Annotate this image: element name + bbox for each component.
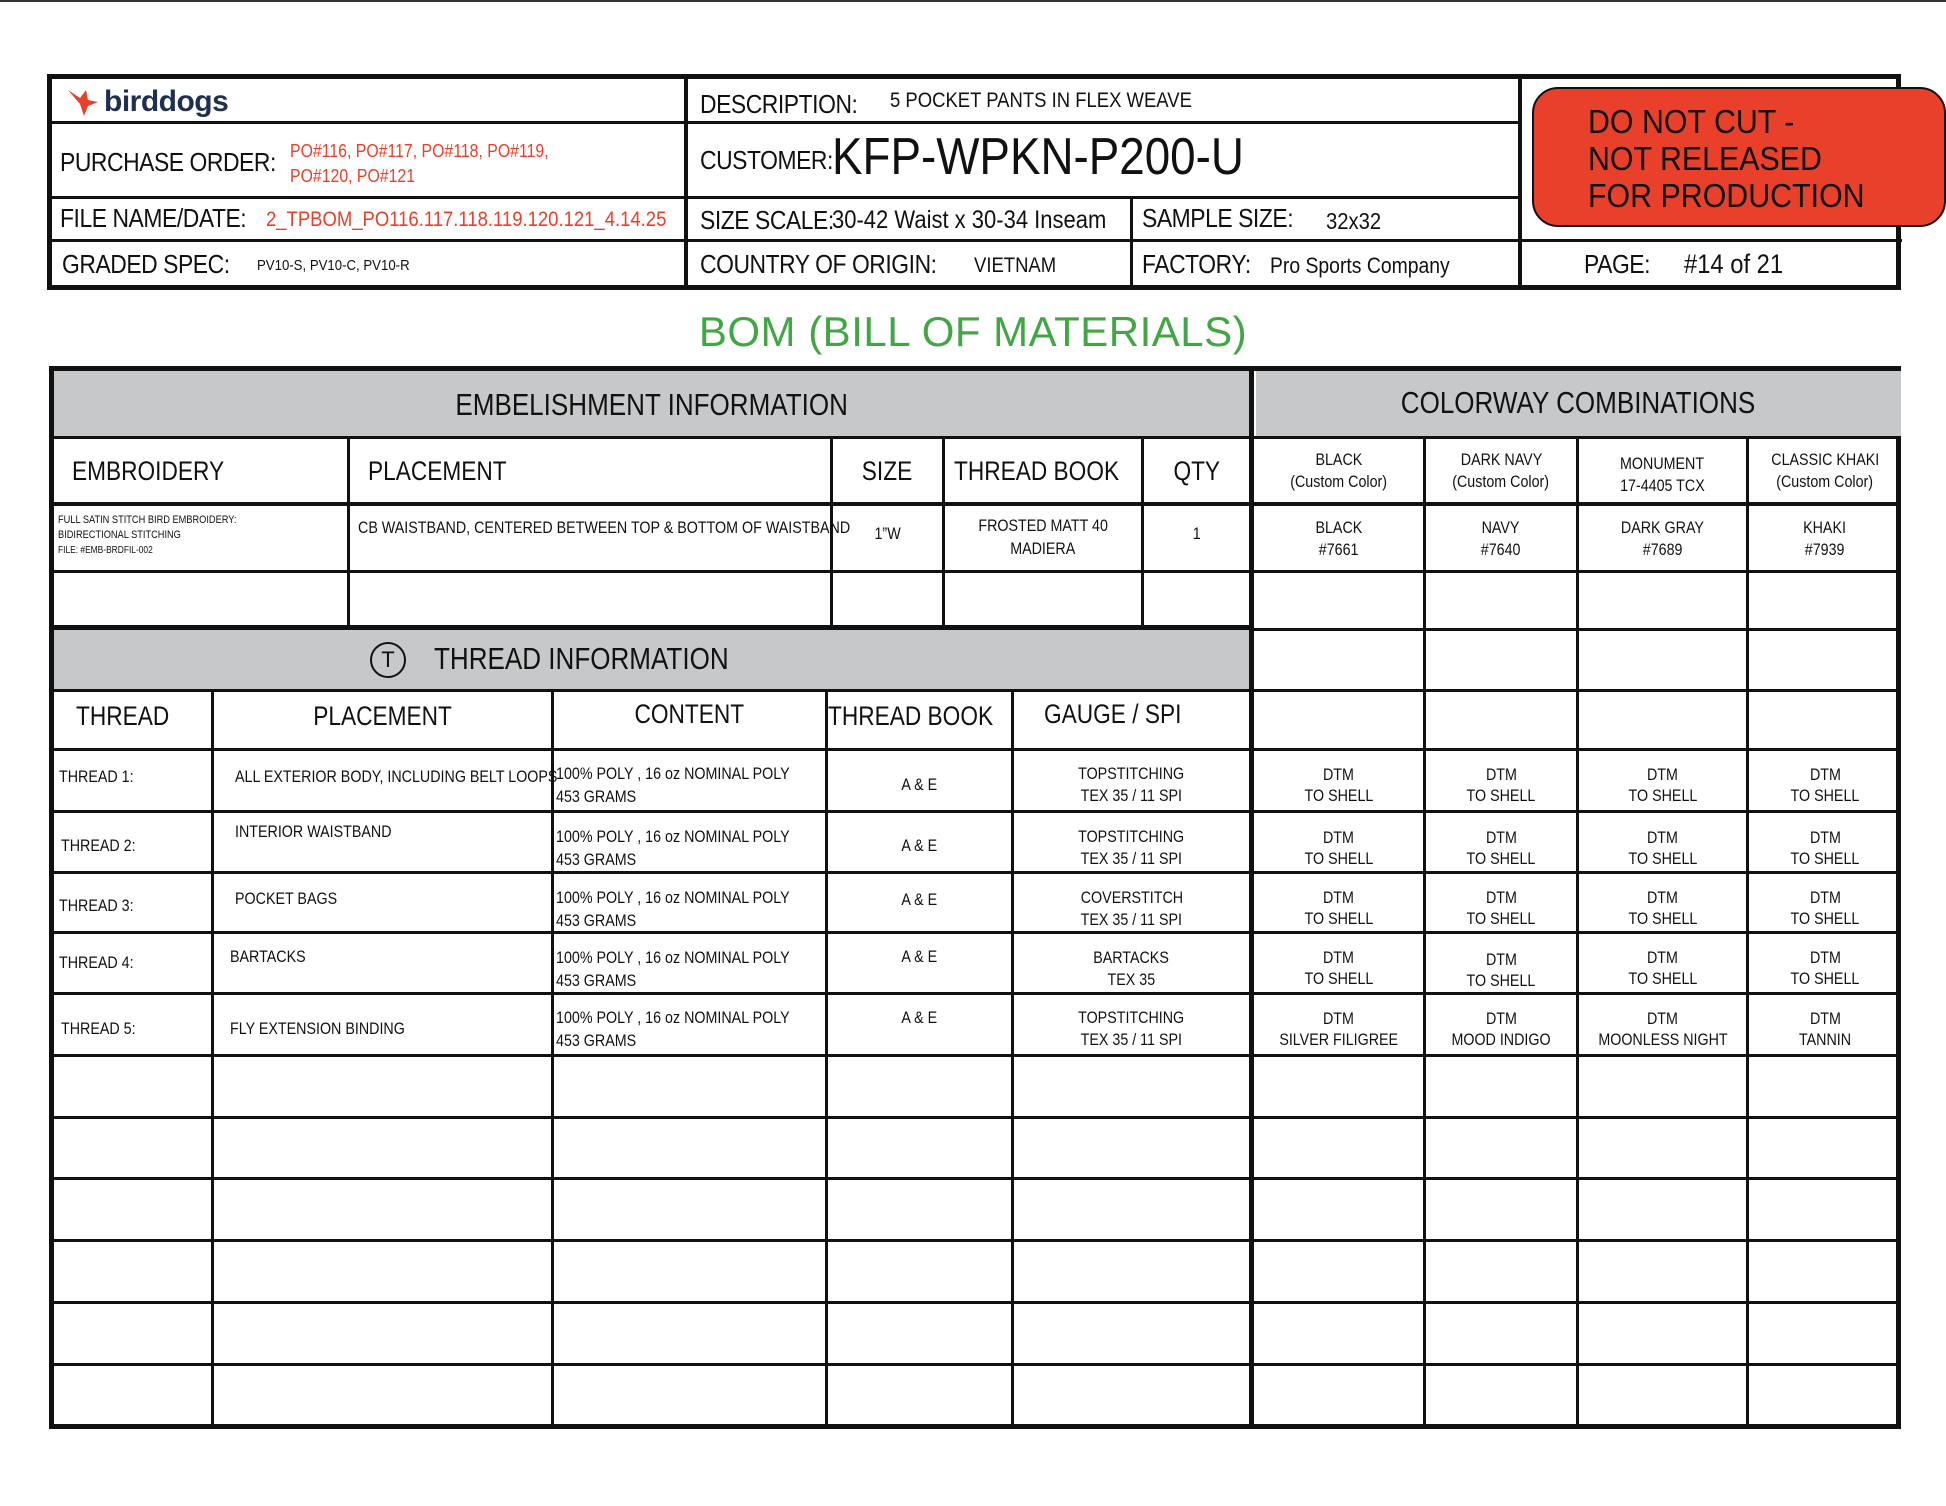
top-rule — [0, 0, 1946, 2]
thread-5-color-4a: DTM — [1809, 1009, 1841, 1028]
purchase-order-line2: PO#120, PO#121 — [290, 166, 416, 186]
warning-line1: DO NOT CUT - — [1588, 103, 1795, 140]
thread-3-label: THREAD 3: — [59, 896, 134, 915]
thread-1-placement: ALL EXTERIOR BODY, INCLUDING BELT LOOPS — [235, 767, 558, 786]
thread-1-color-4b: TO SHELL — [1790, 786, 1860, 805]
bom-table — [49, 366, 1901, 1429]
graded-spec-value: PV10-S, PV10-C, PV10-R — [257, 257, 410, 274]
file-name-value: 2_TPBOM_PO116.117.118.119.120.121_4.14.25 — [266, 208, 667, 231]
col-size: SIZE — [862, 456, 913, 486]
thread-2-color-2a: DTM — [1485, 828, 1517, 847]
spec-header — [47, 74, 1901, 290]
thread-4-color-2a: DTM — [1485, 950, 1517, 969]
colorway-2-note: (Custom Color) — [1452, 472, 1550, 491]
colorway-2-name: DARK NAVY — [1460, 450, 1542, 469]
col-placement: PLACEMENT — [368, 456, 507, 486]
thread-4-gauge1: BARTACKS — [1093, 948, 1170, 967]
colorway-3-note: 17-4405 TCX — [1620, 476, 1705, 495]
thread-5-color-3b: MOONLESS NIGHT — [1597, 1030, 1728, 1049]
thread-2-content2: 453 GRAMS — [556, 850, 637, 869]
emb-color-1-name: BLACK — [1315, 518, 1362, 537]
thread-5-content1: 100% POLY , 16 oz NOMINAL POLY — [556, 1008, 790, 1027]
thread-2-color-3a: DTM — [1647, 828, 1678, 847]
thread-3-book: A & E — [901, 890, 938, 909]
thread-3-gauge1: COVERSTITCH — [1080, 888, 1183, 907]
thread-section-title: THREAD INFORMATION — [434, 641, 729, 676]
size-scale-label: SIZE SCALE: — [700, 205, 834, 235]
thread-5-color-1b: SILVER FILIGREE — [1279, 1030, 1398, 1049]
thread-2-gauge2: TEX 35 / 11 SPI — [1080, 849, 1183, 868]
embroidery-desc-line2: BIDIRECTIONAL STITCHING — [58, 529, 181, 541]
colorway-4-note: (Custom Color) — [1776, 472, 1874, 491]
colorway-3-name: MONUMENT — [1620, 454, 1705, 473]
thread-4-color-3b: TO SHELL — [1628, 969, 1697, 988]
thread-col-content: CONTENT — [634, 699, 745, 729]
col-qty: QTY — [1173, 456, 1220, 486]
colorway-1-note: (Custom Color) — [1290, 472, 1387, 491]
thread-3-color-1a: DTM — [1323, 888, 1354, 907]
sample-size-label: SAMPLE SIZE: — [1142, 203, 1294, 233]
thread-4-color-4b: TO SHELL — [1790, 969, 1860, 988]
emb-color-3-name: DARK GRAY — [1620, 518, 1705, 537]
thread-col-gauge: GAUGE / SPI — [1044, 699, 1182, 729]
page-title: BOM (BILL OF MATERIALS) — [698, 308, 1248, 355]
col-thread-book: THREAD BOOK — [954, 456, 1120, 486]
thread-3-color-2a: DTM — [1485, 888, 1517, 907]
thread-1-gauge1: TOPSTITCHING — [1078, 764, 1185, 783]
thread-1-color-2b: TO SHELL — [1466, 786, 1536, 805]
thread-1-content2: 453 GRAMS — [556, 787, 637, 806]
thread-5-label: THREAD 5: — [61, 1019, 136, 1038]
embellishment-section-title: EMBELISHMENT INFORMATION — [455, 387, 848, 422]
thread-1-label: THREAD 1: — [59, 767, 134, 786]
embroidery-thread-book-line2: MADIERA — [1010, 539, 1076, 558]
thread-2-color-4b: TO SHELL — [1790, 849, 1860, 868]
thread-3-color-3a: DTM — [1647, 888, 1678, 907]
embroidery-thread-book-line1: FROSTED MATT 40 — [978, 516, 1108, 535]
thread-4-content2: 453 GRAMS — [556, 971, 637, 990]
thread-2-label: THREAD 2: — [61, 836, 136, 855]
thread-1-color-4a: DTM — [1809, 765, 1841, 784]
thread-1-color-2a: DTM — [1485, 765, 1517, 784]
thread-3-gauge2: TEX 35 / 11 SPI — [1080, 910, 1183, 929]
page-label: PAGE: — [1584, 249, 1651, 279]
thread-4-placement: BARTACKS — [230, 947, 306, 966]
thread-2-color-3b: TO SHELL — [1628, 849, 1697, 868]
factory-value: Pro Sports Company — [1270, 253, 1450, 278]
thread-2-gauge1: TOPSTITCHING — [1078, 827, 1185, 846]
thread-3-color-4a: DTM — [1809, 888, 1841, 907]
thread-1-book: A & E — [901, 775, 938, 794]
thread-4-color-2b: TO SHELL — [1466, 971, 1536, 990]
thread-1-color-1b: TO SHELL — [1304, 786, 1373, 805]
thread-4-color-1b: TO SHELL — [1304, 969, 1373, 988]
emb-color-4-name: KHAKI — [1803, 518, 1847, 537]
thread-2-color-1a: DTM — [1323, 828, 1354, 847]
embroidery-size: 1”W — [874, 524, 901, 543]
colorway-section-title: COLORWAY COMBINATIONS — [1400, 385, 1755, 420]
thread-4-color-3a: DTM — [1647, 948, 1678, 967]
thread-5-gauge1: TOPSTITCHING — [1078, 1008, 1185, 1027]
warning-line3: FOR PRODUCTION — [1588, 177, 1865, 214]
sample-size-value: 32x32 — [1326, 208, 1382, 234]
thread-symbol-icon: T — [370, 642, 406, 678]
thread-3-placement: POCKET BAGS — [235, 889, 338, 908]
thread-5-color-3a: DTM — [1647, 1009, 1678, 1028]
country-value: VIETNAM — [974, 254, 1057, 277]
graded-spec-label: GRADED SPEC: — [62, 249, 230, 279]
thread-2-placement: INTERIOR WAISTBAND — [235, 822, 392, 841]
file-name-label: FILE NAME/DATE: — [60, 203, 247, 233]
thread-2-color-4a: DTM — [1809, 828, 1841, 847]
thread-4-label: THREAD 4: — [59, 953, 134, 972]
thread-4-color-1a: DTM — [1323, 948, 1354, 967]
thread-1-color-3b: TO SHELL — [1628, 786, 1697, 805]
embroidery-file: FILE: #EMB-BRDFIL-002 — [58, 545, 153, 556]
thread-3-color-2b: TO SHELL — [1466, 909, 1536, 928]
emb-color-4-code: #7939 — [1805, 540, 1845, 559]
bird-icon — [66, 86, 100, 118]
thread-3-color-4b: TO SHELL — [1790, 909, 1860, 928]
thread-col-placement: PLACEMENT — [313, 701, 452, 731]
purchase-order-label: PURCHASE ORDER: — [60, 147, 276, 177]
thread-3-color-3b: TO SHELL — [1628, 909, 1697, 928]
thread-4-content1: 100% POLY , 16 oz NOMINAL POLY — [556, 948, 790, 967]
col-embroidery: EMBROIDERY — [72, 456, 225, 486]
size-scale-value: 30-42 Waist x 30-34 Inseam — [832, 206, 1107, 234]
customer-value: KFP-WPKN-P200-U — [832, 128, 1244, 186]
description-value: 5 POCKET PANTS IN FLEX WEAVE — [890, 89, 1192, 112]
embroidery-desc-line1: FULL SATIN STITCH BIRD EMBROIDERY: — [58, 514, 237, 526]
thread-4-gauge2: TEX 35 — [1107, 970, 1156, 989]
thread-1-gauge2: TEX 35 / 11 SPI — [1080, 786, 1183, 805]
brand-logo — [66, 85, 228, 119]
thread-3-content2: 453 GRAMS — [556, 911, 637, 930]
thread-5-color-4b: TANNIN — [1798, 1030, 1852, 1049]
thread-5-color-2b: MOOD INDIGO — [1451, 1030, 1551, 1049]
description-label: DESCRIPTION: — [700, 89, 858, 119]
thread-2-content1: 100% POLY , 16 oz NOMINAL POLY — [556, 827, 790, 846]
embroidery-qty: 1 — [1192, 524, 1201, 543]
thread-5-gauge2: TEX 35 / 11 SPI — [1080, 1030, 1183, 1049]
page-value: #14 of 21 — [1684, 249, 1784, 279]
emb-color-2-name: NAVY — [1482, 518, 1520, 537]
thread-1-color-3a: DTM — [1647, 765, 1678, 784]
thread-5-content2: 453 GRAMS — [556, 1031, 637, 1050]
thread-4-book: A & E — [901, 947, 938, 966]
thread-5-book: A & E — [901, 1008, 938, 1027]
warning-line2: NOT RELEASED — [1588, 140, 1822, 177]
emb-color-2-code: #7640 — [1481, 540, 1521, 559]
factory-label: FACTORY: — [1142, 249, 1251, 279]
emb-color-3-code: #7689 — [1642, 540, 1683, 559]
thread-5-placement: FLY EXTENSION BINDING — [230, 1019, 405, 1038]
customer-label: CUSTOMER: — [700, 145, 833, 175]
emb-color-1-code: #7661 — [1318, 540, 1359, 559]
thread-col-thread: THREAD — [76, 701, 170, 731]
thread-1-content1: 100% POLY , 16 oz NOMINAL POLY — [556, 764, 790, 783]
colorway-1-name: BLACK — [1315, 450, 1362, 469]
thread-4-color-4a: DTM — [1809, 948, 1841, 967]
thread-3-color-1b: TO SHELL — [1304, 909, 1373, 928]
thread-2-color-1b: TO SHELL — [1304, 849, 1373, 868]
thread-2-color-2b: TO SHELL — [1466, 849, 1536, 868]
purchase-order-line1: PO#116, PO#117, PO#118, PO#119, — [290, 141, 549, 161]
country-label: COUNTRY OF ORIGIN: — [700, 249, 937, 279]
brand-name: birddogs — [104, 85, 229, 118]
thread-2-book: A & E — [901, 836, 938, 855]
thread-5-color-1a: DTM — [1323, 1009, 1354, 1028]
colorway-4-name: CLASSIC KHAKI — [1771, 450, 1879, 469]
thread-1-color-1a: DTM — [1323, 765, 1354, 784]
thread-5-color-2a: DTM — [1485, 1009, 1517, 1028]
embroidery-placement: CB WAISTBAND, CENTERED BETWEEN TOP & BOTTOM OF WAISTBAND — [358, 518, 851, 537]
thread-3-content1: 100% POLY , 16 oz NOMINAL POLY — [556, 888, 790, 907]
do-not-cut-warning — [1532, 87, 1946, 227]
thread-col-thread-book: THREAD BOOK — [828, 701, 994, 731]
